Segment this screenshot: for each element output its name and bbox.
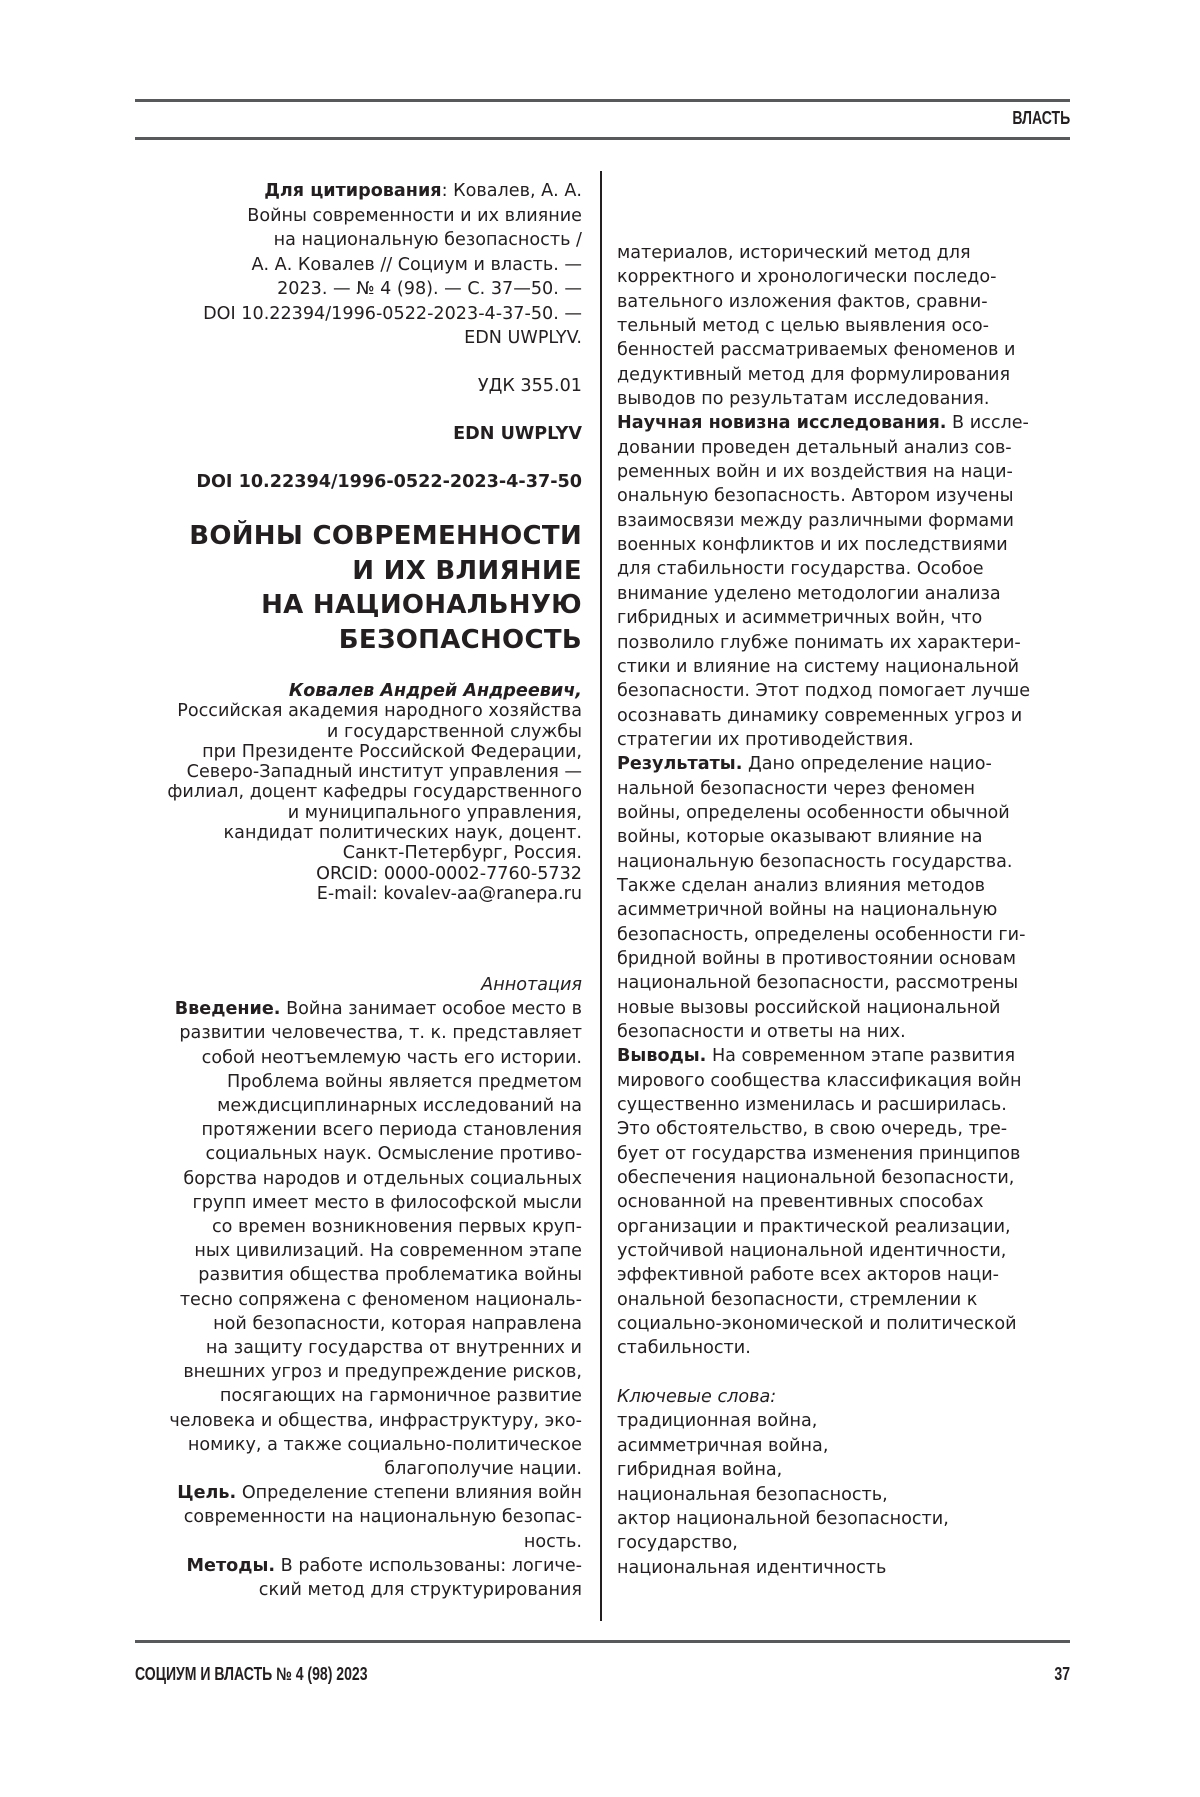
abstract-line [130,1167,582,1191]
section-text: войны, которые оказывают влияние на [617,827,983,847]
abstract-line [130,1360,582,1384]
abstract-line [130,1384,582,1408]
abstract-line [617,533,1087,557]
section-text: ональной безопасности, стремлении к [617,1290,977,1310]
abstract-line [617,582,1087,606]
section-text: посягающих на гармоничное развитие [220,1386,582,1406]
abstract-line [617,484,1087,508]
section-label: Научная новизна исследования. [617,413,946,433]
abstract-line [130,1554,582,1578]
header-top-rule [135,99,1070,102]
section-text: эффективной работе всех акторов наци- [617,1265,999,1285]
abstract-line [617,971,1087,995]
abstract-line [617,801,1087,825]
abstract-line [617,1239,1087,1263]
abstract-line [130,1312,582,1336]
keyword-item: асимметричная война, [617,1434,1087,1458]
citation-block [130,179,582,351]
abstract-line [617,704,1087,728]
footer-journal: СОЦИУМ И ВЛАСТЬ № 4 (98) 2023 [135,1664,368,1685]
section-text: национальную безопасность государства. [617,852,1012,872]
abstract-line [617,679,1087,703]
section-text: безопасности. Этот подход помогает лучше [617,681,1030,701]
section-text: социально-экономической и политической [617,1314,1017,1334]
page-number: 37 [1054,1664,1070,1685]
citation-first-line [130,179,582,204]
abstract-line [130,1530,582,1554]
section-text: социальных наук. Осмысление противо- [205,1144,582,1164]
section-text: гибридных и асимметричных войн, что [617,608,982,628]
annotation-continued [617,241,1087,1361]
keyword-item: государство, [617,1531,1087,1555]
abstract-line [617,655,1087,679]
abstract-line [617,265,1087,289]
section-text: безопасности и ответы на них. [617,1022,906,1042]
section-text: нальной безопасности через феномен [617,779,975,799]
section-text: внешних угроз и предупреждение рисков, [183,1362,582,1382]
keyword-item: национальная безопасность, [617,1483,1087,1507]
section-text: групп имеет место в философской мысли [192,1193,582,1213]
article-title [130,519,582,657]
section-text: ский метод для структурирования [259,1580,582,1600]
section-text: существенно изменилась и расширилась. [617,1095,1007,1115]
citation-line: на национальную безопасность / [130,228,582,253]
citation-line: DOI 10.22394/1996-0522-2023-4-37-50. — [130,302,582,327]
section-label: Выводы. [617,1046,706,1066]
keywords-label: Ключевые слова: [617,1385,1087,1409]
section-text: выводов по результатам исследования. [617,389,989,409]
keyword-item: национальная идентичность [617,1556,1087,1580]
abstract-line [617,606,1087,630]
section-text: на защиту государства от внутренних и [206,1338,582,1358]
citation-label: Для цитирования [264,181,441,201]
abstract-line [617,1312,1087,1336]
abstract-line [617,290,1087,314]
abstract-line [617,996,1087,1020]
section-text: тесно сопряжена с феноменом националь- [180,1290,582,1310]
author-affiliation-line: филиал, доцент кафедры государственного [130,782,582,802]
abstract-line [617,1117,1087,1141]
abstract-line [617,1263,1087,1287]
title-line: И ИХ ВЛИЯНИЕ [130,554,582,589]
section-text: развитии человечества, т. к. представляет [179,1023,582,1043]
section-label: Цель. [177,1483,236,1503]
section-text: борства народов и отдельных социальных [183,1169,582,1189]
abstract-line [617,1069,1087,1093]
header-bottom-rule [135,137,1070,140]
abstract-line [617,411,1087,435]
footer-rule [135,1640,1070,1643]
author-affiliation-line: E-mail: kovalev-aa@ranepa.ru [130,884,582,904]
abstract-line [617,241,1087,265]
abstract-line [617,436,1087,460]
title-line: ВОЙНЫ СОВРЕМЕННОСТИ [130,519,582,554]
abstract-line [617,752,1087,776]
section-text: внимание уделено методологии анализа [617,584,1001,604]
abstract-line [617,1288,1087,1312]
citation-line: А. А. Ковалев // Социум и власть. — [130,253,582,278]
abstract-line [130,1505,582,1529]
author-affiliation-line: Санкт-Петербург, Россия. [130,843,582,863]
section-text: современности на национальную безопас- [184,1507,582,1527]
abstract-line [130,1094,582,1118]
section-label: ВЛАСТЬ [1012,108,1070,129]
abstract-line [617,387,1087,411]
title-line: НА НАЦИОНАЛЬНУЮ [130,588,582,623]
abstract-line [617,850,1087,874]
author-affiliation-line: Северо-Западный институт управления — [130,762,582,782]
abstract-line [130,1239,582,1263]
section-text: развития общества проблематика войны [198,1265,582,1285]
section-text: вательного изложения фактов, сравни- [617,292,988,312]
abstract-line [617,923,1087,947]
section-text: бует от государства изменения принципов [617,1144,1020,1164]
abstract-line [617,1215,1087,1239]
abstract-line [617,1336,1087,1360]
abstract-line [617,557,1087,581]
section-text: собой неотъемлемую часть его истории. [202,1048,582,1068]
section-text: междисциплинарных исследований на [217,1096,582,1116]
abstract-line [130,1457,582,1481]
author-name: Ковалев Андрей Андреевич, [130,681,582,701]
section-text: для стабильности государства. Особое [617,559,984,579]
section-text: мирового сообщества классификация войн [617,1071,1021,1091]
section-text: На современном этапе развития [712,1046,1015,1066]
section-text: Также сделан анализ влияния методов [617,876,985,896]
citation-text: : Ковалев, А. А. [442,181,582,201]
section-text: протяжении всего периода становления [201,1120,582,1140]
abstract-line [130,1409,582,1433]
section-text: позволило глубже понимать их характери- [617,633,1021,653]
section-text: военных конфликтов и их последствиями [617,535,1008,555]
section-text: ность. [524,1532,582,1552]
abstract-line [130,1215,582,1239]
section-text: В иссле- [952,413,1029,433]
annotation-block [130,973,582,1602]
abstract-line [130,1118,582,1142]
abstract-line [617,631,1087,655]
abstract-line [617,314,1087,338]
section-text: ных цивилизаций. На современном этапе [194,1241,582,1261]
abstract-line [130,1046,582,1070]
section-label: Введение. [175,999,281,1019]
section-text: материалов, исторический метод для [617,243,971,263]
section-text: организации и практической реализации, [617,1217,1011,1237]
abstract-line [130,1142,582,1166]
author-affiliation-line: Российская академия народного хозяйства [130,701,582,721]
abstract-line [617,363,1087,387]
author-affiliation-line: и государственной службы [130,722,582,742]
keywords-block [617,1385,1087,1580]
section-text: асимметричной войны на национальную [617,900,997,920]
section-text: Это обстоятельство, в свою очередь, тре- [617,1119,1007,1139]
abstract-line [617,825,1087,849]
abstract-line [130,1070,582,1094]
section-text: осознавать динамику современных угроз и [617,706,1022,726]
abstract-line [130,1021,582,1045]
citation-line: 2023. — № 4 (98). — С. 37—50. — [130,277,582,302]
section-text: стики и влияние на систему национальной [617,657,1019,677]
section-text: корректного и хронологически последо- [617,267,996,287]
abstract-line [130,997,582,1021]
annotation-heading: Аннотация [130,973,582,997]
abstract-line [617,947,1087,971]
abstract-line [130,1433,582,1457]
abstract-line [617,338,1087,362]
section-label: Результаты. [617,754,742,774]
section-text: Определение степени влияния войн [242,1483,582,1503]
section-text: дедуктивный метод для формулирования [617,365,1010,385]
section-text: бенностей рассматриваемых феноменов и [617,340,1015,360]
section-text: стратегии их противодействия. [617,730,914,750]
section-text: номику, а также социально-политическое [188,1435,582,1455]
abstract-line [617,1020,1087,1044]
section-label: Методы. [187,1556,276,1576]
abstract-line [130,1578,582,1602]
abstract-line [130,1336,582,1360]
abstract-line [617,509,1087,533]
author-affiliation-line: и муниципального управления, [130,803,582,823]
section-text: взаимосвязи между различными формами [617,511,1014,531]
abstract-line [617,777,1087,801]
section-text: войны, определены особенности обычной [617,803,1010,823]
section-text: ной безопасности, которая направлена [213,1314,582,1334]
abstract-line [130,1191,582,1215]
section-text: национальной безопасности, рассмотрены [617,973,1018,993]
citation-line: Войны современности и их влияние [130,204,582,229]
author-block [130,681,582,904]
section-text: бридной войны в противостоянии основам [617,949,1016,969]
author-affiliation-line: кандидат политических наук, доцент. [130,823,582,843]
section-text: со времен возникновения первых круп- [212,1217,582,1237]
section-text: ременных войн и их воздействия на наци- [617,462,1013,482]
section-text: Дано определение нацио- [748,754,992,774]
abstract-line [617,1044,1087,1068]
section-text: безопасность, определены особенности ги- [617,925,1025,945]
abstract-line [617,1142,1087,1166]
section-text: благополучие нации. [384,1459,582,1479]
section-text: обеспечения национальной безопасности, [617,1168,1014,1188]
doi-code: DOI 10.22394/1996-0522-2023-4-37-50 [130,470,582,494]
abstract-line [617,1190,1087,1214]
abstract-line [617,1093,1087,1117]
keyword-item: гибридная война, [617,1458,1087,1482]
section-text: основанной на превентивных способах [617,1192,984,1212]
section-text: ональную безопасность. Автором изучены [617,486,1014,506]
abstract-line [130,1481,582,1505]
abstract-line [130,1288,582,1312]
abstract-line [130,1263,582,1287]
section-text: новые вызовы российской национальной [617,998,1000,1018]
keyword-item: актор национальной безопасности, [617,1507,1087,1531]
title-line: БЕЗОПАСНОСТЬ [130,623,582,658]
abstract-line [617,898,1087,922]
udk-code: УДК 355.01 [130,374,582,398]
column-divider [600,171,602,1621]
section-text: человека и общества, инфраструктуру, эко- [169,1411,582,1431]
abstract-line [617,728,1087,752]
section-text: довании проведен детальный анализ сов- [617,438,1012,458]
abstract-line [617,460,1087,484]
section-text: Проблема войны является предметом [227,1072,582,1092]
author-affiliation-line: ORCID: 0000-0002-7760-5732 [130,864,582,884]
section-text: Война занимает особое место в [286,999,582,1019]
keyword-item: традиционная война, [617,1409,1087,1433]
section-text: В работе использованы: логиче- [281,1556,582,1576]
citation-line: EDN UWPLYV. [130,326,582,351]
section-text: устойчивой национальной идентичности, [617,1241,1006,1261]
edn-code: EDN UWPLYV [130,422,582,446]
abstract-line [617,874,1087,898]
author-affiliation-line: при Президенте Российской Федерации, [130,742,582,762]
section-text: стабильности. [617,1338,751,1358]
abstract-line [617,1166,1087,1190]
section-text: тельный метод с целью выявления осо- [617,316,989,336]
